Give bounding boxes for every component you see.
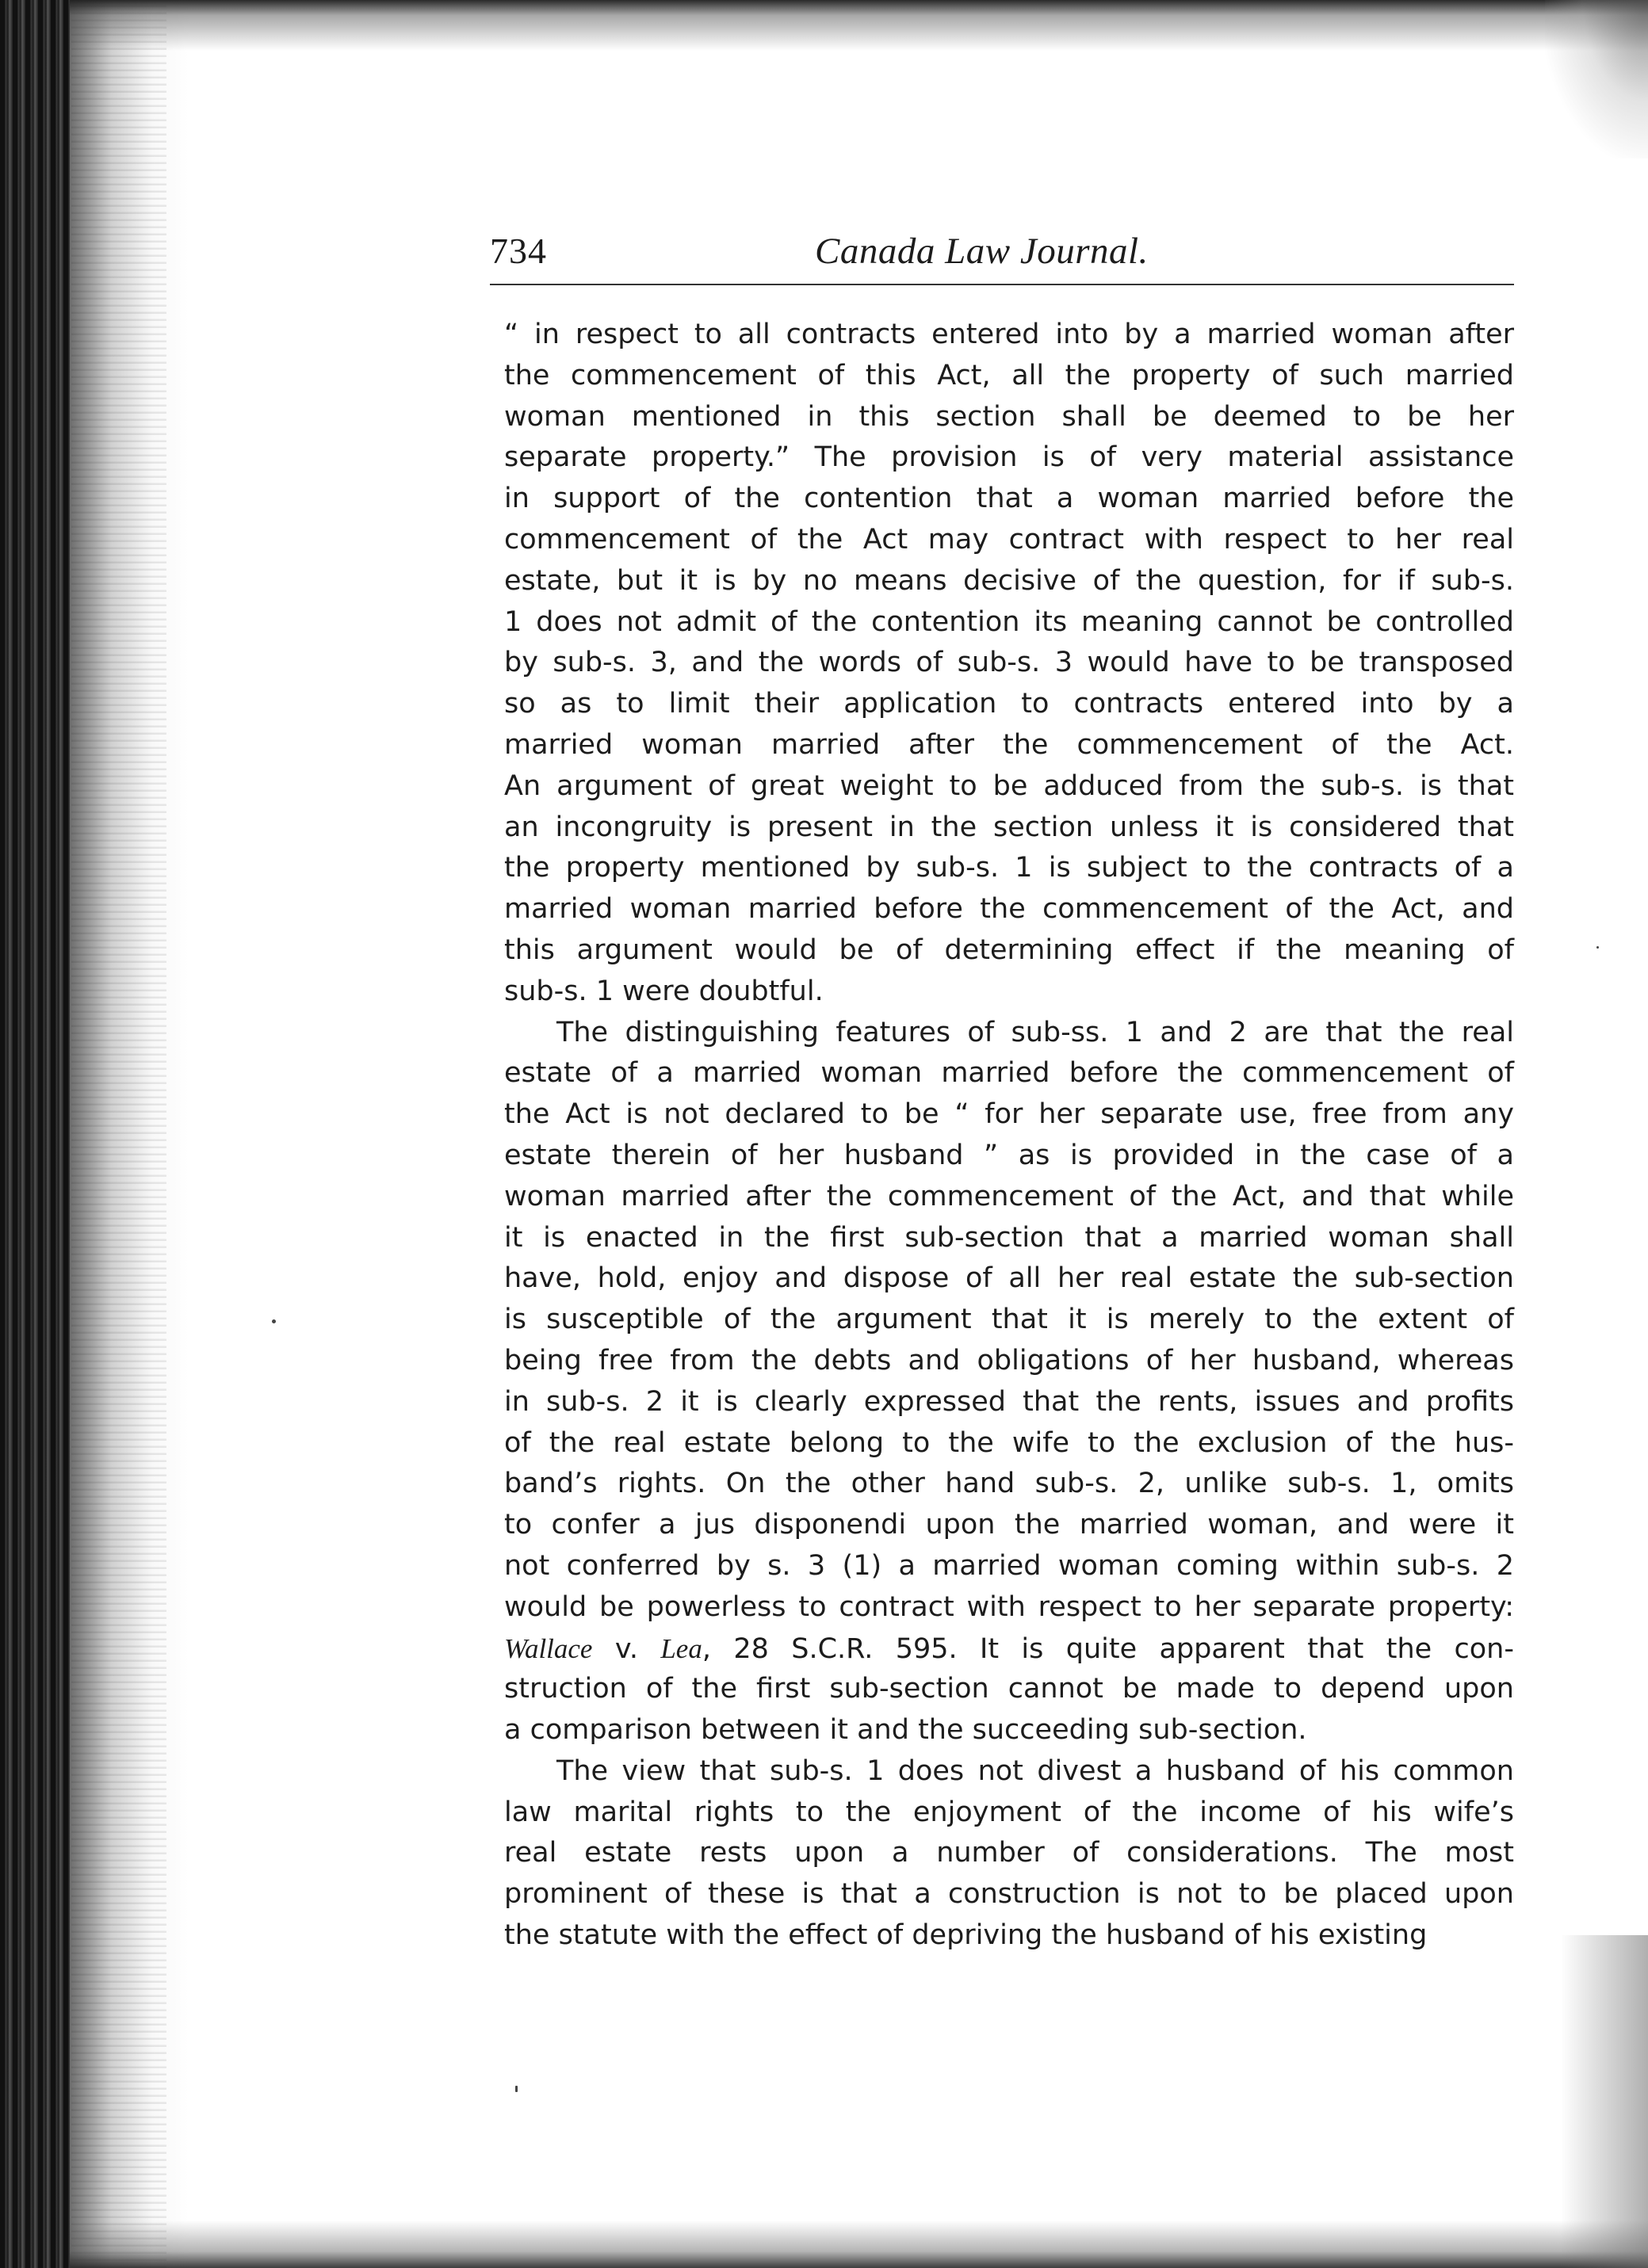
paragraph: [504, 315, 1514, 1013]
text-line: The distinguishing features of sub-ss. 1 and 2 are that the real: [556, 1016, 1514, 1048]
text-line: by sub-s. 3, and the words of sub-s. 3 would have to be transposed: [504, 647, 1514, 679]
text-line: commencement of the Act may contract with respect to her real: [504, 523, 1514, 556]
text-line: a comparison between it and the succeeding sub-section.: [504, 1714, 1307, 1747]
running-title: Canada Law Journal.: [815, 231, 1149, 272]
text-line: it is enacted in the first sub-section that a married woman shall: [504, 1221, 1514, 1254]
text-line: An argument of great weight to be adduced from the sub-s. is that: [504, 769, 1514, 802]
text-line: law marital rights to the enjoyment of the income of his wife’s: [504, 1796, 1514, 1828]
text-line: to confer a jus disponendi upon the married woman, and were it: [504, 1509, 1514, 1541]
text-line: struction of the first sub-section cannot be made to depend upon: [504, 1673, 1514, 1705]
text-line: “ in respect to all contracts entered into by a married woman after: [504, 319, 1514, 350]
text-line: estate of a married woman married before the commencement of: [504, 1057, 1514, 1090]
text-line: The view that sub-s. 1 does not divest a husband of his common: [556, 1754, 1514, 1787]
case-name: Lea: [660, 1632, 702, 1664]
running-header: [490, 230, 1514, 277]
scan-binding-edge: [0, 0, 70, 2268]
text-line: married woman married before the commencement of the Act, and: [504, 893, 1514, 926]
paragraph: [504, 1751, 1514, 1957]
text-line: in support of the contention that a woman married before the: [504, 483, 1514, 515]
scan-top-edge: [70, 0, 1648, 51]
text-line: so as to limit their application to contracts entered into by a: [504, 688, 1514, 720]
text-line: an incongruity is present in the section unless it is considered that: [504, 811, 1514, 843]
scan-speck: [272, 1319, 276, 1323]
page-number: 734: [490, 231, 547, 271]
scan-binding-texture: [71, 0, 166, 2268]
text-line: married woman married after the commencement of the Act.: [504, 728, 1514, 761]
text-line: prominent of these is that a construction is not to be placed upon: [504, 1878, 1514, 1911]
text-line: being free from the debts and obligations of her husband, whereas: [504, 1344, 1514, 1376]
scan-bottom-right-shadow: [1561, 1935, 1648, 2268]
text-line: woman mentioned in this section shall be deemed to be her: [504, 400, 1514, 433]
scan-top-right-corner: [1545, 0, 1648, 158]
paragraph: [504, 1013, 1514, 1751]
scan-speck: [515, 2086, 518, 2092]
text-line: this argument would be of determining effect if the meaning of: [504, 934, 1514, 966]
text-line: of the real estate belong to the wife to the exclusion of the hus-: [504, 1426, 1514, 1459]
text-line: the Act is not declared to be “ for her separate use, free from any: [504, 1098, 1514, 1131]
scan-speck: [1596, 946, 1599, 949]
text-line: not conferred by s. 3 (1) a married woman coming within sub-s. 2: [504, 1549, 1514, 1582]
text-line: would be powerless to contract with respect to her separate property:: [504, 1590, 1514, 1623]
header-rule: [490, 284, 1514, 285]
text-line: separate property.” The provision is of very material assistance: [504, 441, 1514, 474]
case-name: Wallace: [504, 1632, 593, 1664]
article-body: [504, 315, 1514, 1957]
text-line: is susceptible of the argument that it is merely to the extent of: [504, 1304, 1514, 1336]
text-line: real estate rests upon a number of considerations. The most: [504, 1837, 1514, 1869]
text-line: sub-s. 1 were doubtful.: [504, 975, 824, 1007]
text-line: the property mentioned by sub-s. 1 is subject to the contracts of a: [504, 852, 1514, 884]
text-line: 1 does not admit of the contention its meaning cannot be controlled: [504, 605, 1514, 638]
text-line: have, hold, enjoy and dispose of all her real estate the sub-section: [504, 1262, 1514, 1295]
text-line: in sub-s. 2 it is clearly expressed that the rents, issues and profits: [504, 1385, 1514, 1418]
text-line: estate therein of her husband ” as is provided in the case of a: [504, 1139, 1514, 1171]
text-line: band’s rights. On the other hand sub-s. 2, unlike sub-s. 1, omits: [504, 1468, 1514, 1500]
scan-bottom-edge: [70, 2220, 1648, 2268]
text-line: estate, but it is by no means decisive of the question, for if sub-s.: [504, 564, 1514, 597]
text-line: the commencement of this Act, all the property of such married: [504, 359, 1514, 391]
text-line: Wallace v. Lea, 28 S.C.R. 595. It is quite apparent that the con-: [504, 1632, 1514, 1665]
text-line: woman married after the commencement of the Act, and that while: [504, 1180, 1514, 1212]
text-line: the statute with the effect of depriving the husband of his existing: [504, 1919, 1428, 1952]
